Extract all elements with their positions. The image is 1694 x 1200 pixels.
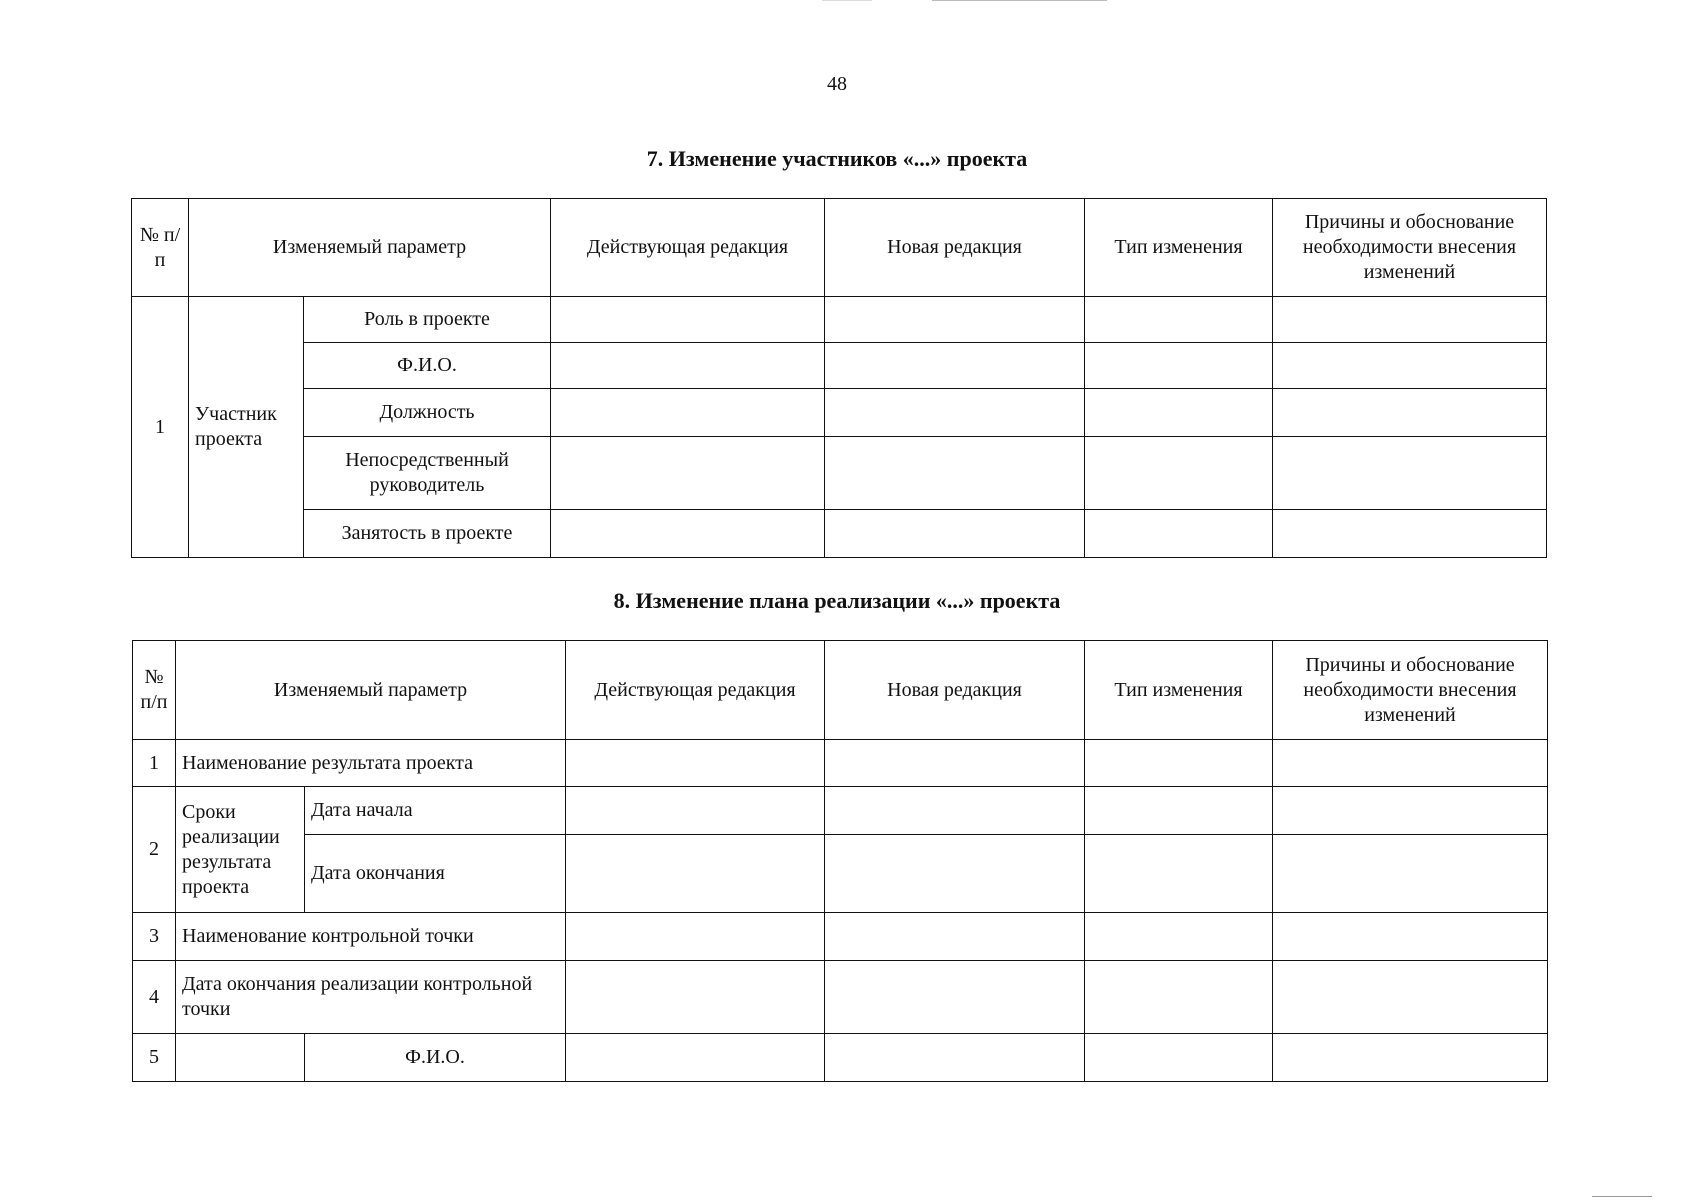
param-checkpoint-end-date: Дата окончания реализации контрольной точки [176, 961, 566, 1034]
row-number: 5 [133, 1034, 176, 1082]
param-fio: Ф.И.О. [304, 343, 551, 389]
param-result-name: Наименование результата проекта [176, 740, 566, 787]
param-position: Должность [304, 389, 551, 437]
row-number: 2 [133, 787, 176, 913]
row-number: 1 [133, 740, 176, 787]
table-row [132, 343, 1547, 389]
current-value-cell[interactable] [551, 510, 825, 558]
change-type-cell[interactable] [1085, 787, 1273, 835]
table-row [132, 510, 1547, 558]
table-row [133, 787, 1548, 835]
param-fio: Ф.И.О. [305, 1034, 566, 1082]
header-num: № п/п [132, 199, 189, 297]
param-end-date: Дата окончания [305, 835, 566, 913]
table-row [133, 961, 1548, 1034]
param-employment: Занятость в проекте [304, 510, 551, 558]
param-result-deadlines: Сроки реализации результата проекта [176, 787, 305, 913]
reason-cell[interactable] [1273, 961, 1548, 1034]
reason-cell[interactable] [1273, 835, 1548, 913]
current-value-cell[interactable] [566, 1034, 825, 1082]
change-type-cell[interactable] [1085, 389, 1273, 437]
new-value-cell[interactable] [825, 343, 1085, 389]
table-header-row [133, 641, 1548, 740]
change-type-cell[interactable] [1085, 1034, 1273, 1082]
new-value-cell[interactable] [825, 297, 1085, 343]
header-param: Изменяемый параметр [176, 641, 566, 740]
new-value-cell[interactable] [825, 510, 1085, 558]
section-7-title: 7. Изменение участников «...» проекта [646, 146, 1028, 171]
plan-change-table [132, 640, 1548, 1082]
change-type-cell[interactable] [1085, 961, 1273, 1034]
scan-artifact-line [822, 0, 872, 1]
row-number: 3 [133, 913, 176, 961]
reason-cell[interactable] [1273, 437, 1547, 510]
current-value-cell[interactable] [551, 343, 825, 389]
new-value-cell[interactable] [825, 961, 1085, 1034]
new-value-cell[interactable] [825, 1034, 1085, 1082]
header-current: Действующая редакция [566, 641, 825, 740]
participant-group-label: Участник проекта [189, 297, 304, 558]
header-type: Тип изменения [1085, 641, 1273, 740]
section-8-title: 8. Изменение плана реализации «...» проекта [613, 588, 1061, 613]
reason-cell[interactable] [1273, 913, 1548, 961]
change-type-cell[interactable] [1085, 740, 1273, 787]
new-value-cell[interactable] [825, 389, 1085, 437]
scan-artifact-line [1592, 1196, 1652, 1197]
current-value-cell[interactable] [566, 787, 825, 835]
table-row [133, 913, 1548, 961]
reason-cell[interactable] [1273, 1034, 1548, 1082]
table-header-row [132, 199, 1547, 297]
new-value-cell[interactable] [825, 740, 1085, 787]
reason-cell[interactable] [1273, 787, 1548, 835]
param-start-date: Дата начала [305, 787, 566, 835]
table-row [132, 389, 1547, 437]
participants-change-table [131, 198, 1547, 558]
current-value-cell[interactable] [551, 437, 825, 510]
change-type-cell[interactable] [1085, 297, 1273, 343]
header-reason: Причины и обоснование необходимости внесения изменений [1273, 641, 1548, 740]
header-new: Новая редакция [825, 641, 1085, 740]
reason-cell[interactable] [1273, 389, 1547, 437]
table-row [133, 1034, 1548, 1082]
scan-artifact-line [932, 0, 1107, 1]
header-num: № п/п [133, 641, 176, 740]
row-number: 1 [132, 297, 189, 558]
new-value-cell[interactable] [825, 835, 1085, 913]
new-value-cell[interactable] [825, 787, 1085, 835]
table-row [132, 297, 1547, 343]
header-reason: Причины и обоснование необходимости внесения изменений [1273, 199, 1547, 297]
change-type-cell[interactable] [1085, 510, 1273, 558]
header-param: Изменяемый параметр [189, 199, 551, 297]
reason-cell[interactable] [1273, 297, 1547, 343]
header-type: Тип изменения [1085, 199, 1273, 297]
current-value-cell[interactable] [566, 835, 825, 913]
table-row [132, 437, 1547, 510]
change-type-cell[interactable] [1085, 343, 1273, 389]
new-value-cell[interactable] [825, 437, 1085, 510]
reason-cell[interactable] [1273, 343, 1547, 389]
param-checkpoint-name: Наименование контрольной точки [176, 913, 566, 961]
current-value-cell[interactable] [566, 740, 825, 787]
change-type-cell[interactable] [1085, 913, 1273, 961]
header-current: Действующая редакция [551, 199, 825, 297]
empty-cell [176, 1034, 305, 1082]
change-type-cell[interactable] [1085, 835, 1273, 913]
reason-cell[interactable] [1273, 740, 1548, 787]
param-role: Роль в проекте [304, 297, 551, 343]
param-manager: Непосредственный руководитель [304, 437, 551, 510]
page-number: 48 [827, 73, 847, 95]
row-number: 4 [133, 961, 176, 1034]
change-type-cell[interactable] [1085, 437, 1273, 510]
reason-cell[interactable] [1273, 510, 1547, 558]
header-new: Новая редакция [825, 199, 1085, 297]
table-row [133, 835, 1548, 913]
current-value-cell[interactable] [566, 961, 825, 1034]
new-value-cell[interactable] [825, 913, 1085, 961]
table-row [133, 740, 1548, 787]
current-value-cell[interactable] [566, 913, 825, 961]
current-value-cell[interactable] [551, 297, 825, 343]
current-value-cell[interactable] [551, 389, 825, 437]
